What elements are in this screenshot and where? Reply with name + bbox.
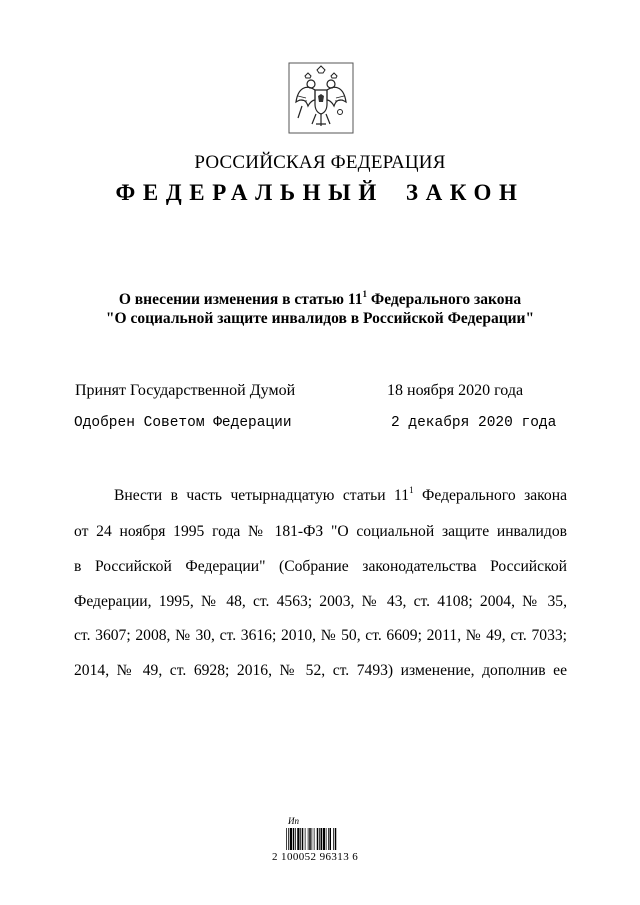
body-line-5: ст. 3607; 2008, № 30, ст. 3616; 2010, № 50, ст. 6609; 2011, № 49, ст. 7033; — [74, 627, 567, 644]
barcode-stamp: Ип — [288, 816, 299, 826]
coat-of-arms-icon — [288, 62, 354, 134]
body-line-1-end: Федерального закона — [413, 487, 567, 504]
law-title-superscript: 1 — [362, 288, 368, 299]
duma-adoption-label: Принят Государственной Думой — [75, 382, 296, 399]
document-type-word-2: ЗАКОН — [405, 180, 525, 205]
duma-adoption-date: 18 ноября 2020 года — [387, 382, 524, 399]
council-approval-label: Одобрен Советом Федерации — [74, 415, 292, 431]
barcode-number: 2 100052 96313 6 — [272, 851, 359, 863]
body-line-6: 2014, № 49, ст. 6928; 2016, № 52, ст. 7493) изменение, дополнив ее — [74, 662, 567, 679]
body-line-3: в Российской Федерации" (Собрание законодательства Российской — [74, 558, 567, 575]
law-title — [0, 290, 640, 328]
country-heading: РОССИЙСКАЯ ФЕДЕРАЦИЯ — [194, 152, 446, 173]
law-title-line-1 — [0, 290, 640, 309]
barcode — [268, 814, 372, 876]
body-line-2: от 24 ноября 1995 года № 181-ФЗ "О социальной защите инвалидов — [74, 523, 567, 540]
council-approval-date: 2 декабря 2020 года — [391, 415, 557, 431]
document-type-word-1: ФЕДЕРАЛЬНЫЙ — [115, 180, 384, 205]
law-title-line-1-text: О внесении изменения в статью 11 — [118, 291, 363, 308]
body-line-1-text: Внести в часть четырнадцатую статьи 11 — [114, 487, 410, 504]
document-type-heading — [0, 180, 640, 206]
body-line-1 — [114, 486, 567, 506]
law-title-line-2: "О социальной защите инвалидов в Российской Федерации" — [105, 310, 535, 327]
body-line-4: Федерации, 1995, № 48, ст. 4563; 2003, № 43, ст. 4108; 2004, № 35, — [74, 593, 567, 610]
body-line-1-superscript: 1 — [409, 484, 414, 495]
law-title-line-1-end: Федерального закона — [367, 291, 522, 308]
